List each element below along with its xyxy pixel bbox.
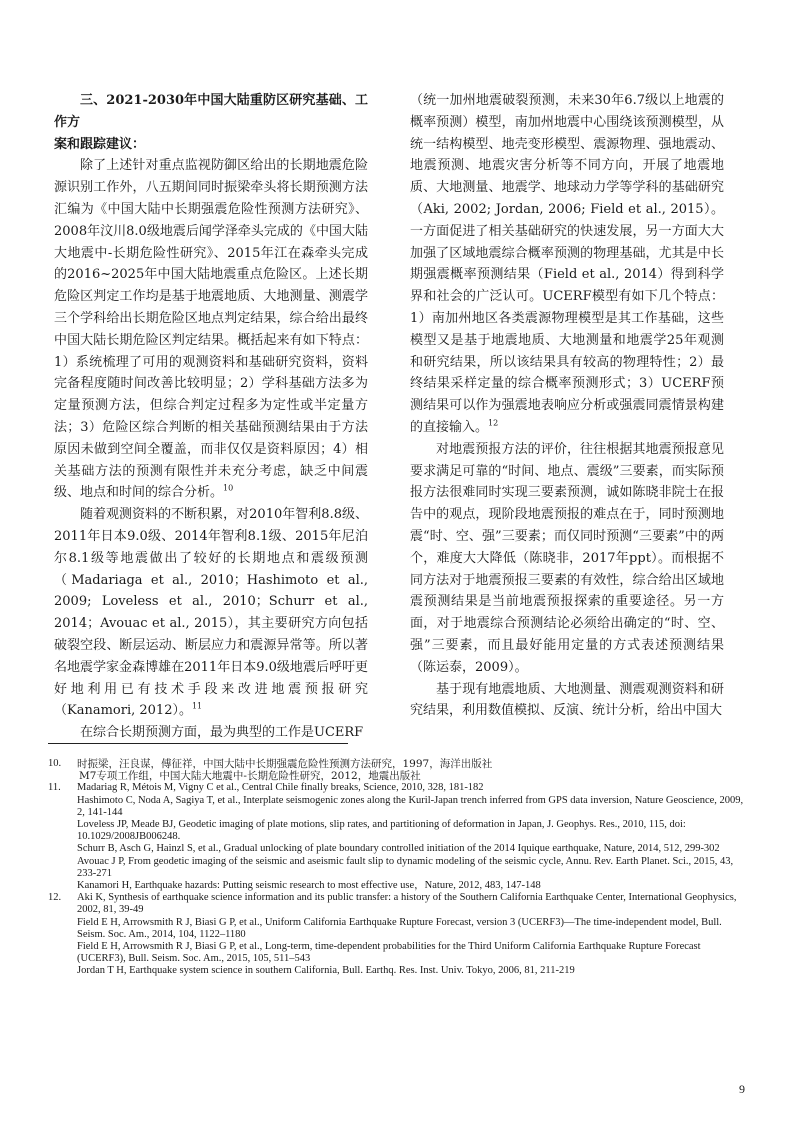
footnote-entry: Kanamori H, Earthquake hazards: Putting seismic research to most effective use，Nature, 2012, 483, 147-148	[77, 880, 541, 892]
footnote-entry: Schurr B, Asch G, Hainzl S, et al., Gradual unlocking of plate boundary controlled initiation of the 2014 Iquique earthquake, Nature, 2014, 512, 299-302	[77, 843, 720, 855]
paragraph-text: 对地震预报方法的评价，往往根据其地震预报意见要求满足可靠的“时间、地点、震级”三要素，而实际预报方法很难同时实现三要素预测，诚如陈晓非院士在报告中的观点，现阶段地震预报的难点在于，同时预测地震“时、空、强”三要素；而仅同时预测“三要素”中的两个，难度大大降低（陈晓非，2017年ppt）。而根据不同方法对于地震预报三要素的有效性，综合给出区域地震预测结果是当前地震预报探索的重要途径。另一方面，对于地震综合预测结论必须给出确定的“时、空、强”三要素，而且最好能用定量的方式表述预测结果（陈运泰，2009）。	[410, 441, 724, 675]
footnote-number: 12.	[48, 892, 62, 904]
footnote-entry: Field E H, Arrowsmith R J, Biasi G P, et al., Uniform California Earthquake Rupture Forecast, version 3 (UCERF3)—The time-independent model, Bull. Seism. Soc. Am., 2014, 104, 1122–1180	[77, 916, 722, 940]
section-heading-line-2: 案和跟踪建议：	[54, 136, 146, 152]
footnote-entry: M7专项工作组，中国大陆大地震中-长期危险性研究，2012，地震出版社	[79, 770, 421, 783]
footnote-entry: Loveless JP, Meade BJ, Geodetic imaging of plate motions, slip rates, and partitioning of deformation in Japan, J. Geophys. Res., 2010, 115, doi: 10.1029/2008JB006248.	[77, 819, 686, 843]
paragraph	[410, 679, 724, 723]
page-number: 9	[739, 1082, 745, 1096]
footnote-entry: Avouac J P, From geodetic imaging of the seismic and aseismic fault slip to dynamic modeling of the seismic cycle, Annu. Rev. Earth Planet. Sci., 2015, 43, 233-271	[77, 855, 734, 879]
paragraph	[54, 722, 368, 744]
footnote-divider	[48, 743, 348, 744]
footnote-entry: Jordan T H, Earthquake system science in southern California, Bull. Earthq. Res. Inst. Univ. Tokyo, 2006, 81, 211-219	[77, 965, 575, 977]
footnote-number: 11.	[48, 782, 61, 794]
footnote-10	[48, 758, 748, 782]
footnote-ref[interactable]: 11	[191, 701, 203, 711]
footnote-entry: 时振梁，汪良谋，傅征祥，中国大陆中长期强震危险性预测方法研究，1997，海洋出版社	[77, 758, 493, 770]
footnote-ref[interactable]: 12	[488, 418, 499, 428]
paragraph	[410, 439, 724, 679]
paragraph-text: 除了上述针对重点监视防御区给出的长期地震危险源识别工作外，八五期间同时振梁牵头将长期预测方法汇编为《中国大陆中长期强震危险性预测方法研究》、2008年汶川8.0级地震后闻学泽牵头完成的《中国大陆大地震中-长期危险性研究》、2015年江在森牵头完成的2016~2025年中国大陆地震重点危险区。上述长期危险区判定工作均是基于地震地质、大地测量、测震学三个学科给出长期危险区地点判定结果，综合给出最终中国大陆长期危险区判定结果。概括起来有如下特点：1）系统梳理了可用的观测资料和基础研究资料，资料完备程度随时间改善比较明显；2）学科基础方法多为定量预测方法，但综合判定过程多为定性或半定量方法；3）危险区综合判断的相关基础预测结果由于方法原因未做到空间全覆盖，而非仅仅是资料原因；4）相关基础方法的预测有限性并未充分考虑，缺乏中间震级、地点和时间的综合分析。	[54, 158, 368, 501]
footnote-entry: Field E H, Arrowsmith R J, Biasi G P, et al., Long-term, time-dependent probabilities for the Third Uniform California Earthquake Rupture Forecast (UCERF3), Bull. Seism. Soc. Am., 2015, 105, 511–543	[77, 941, 701, 965]
footnote-body	[77, 758, 748, 782]
footnote-12	[48, 892, 748, 977]
paragraph-text: 基于现有地震地质、大地测量、测震观测资料和研究结果，利用数值模拟、反演、统计分析，给出中国大	[410, 681, 724, 719]
paragraph	[54, 504, 368, 722]
paragraph	[410, 90, 724, 439]
footnote-entry: Madariag R, Métois M, Vigny C et al., Central Chile finally breaks, Science, 2010, 328, 181-182	[77, 782, 484, 794]
footnotes	[48, 758, 748, 978]
left-column	[54, 90, 368, 744]
footnote-11	[48, 782, 748, 892]
paragraph-text: 随着观测资料的不断积累，对2010年智利8.8级、2011年日本9.0级、2014年智利8.1级、2015年尼泊尔8.1级等地震做出了较好的长期地点和震级预测（Madariaga et al., 2010；Hashimoto et al., 2009; Loveless et al., 2010；Schurr et al., 2014；Avouac et al., 2015），其主要研究方向包括破裂空段、断层运动、断层应力和震源异常等。所以著名地震学家金森博雄在2011年日本9.0级地震后呼吁更好地利用已有技术手段来改进地震预报研究（Kanamori, 2012）。	[54, 507, 368, 719]
section-heading	[54, 90, 368, 155]
paragraph-text: 在综合长期预测方面，最为典型的工作是UCERF	[80, 725, 364, 741]
footnote-entry: Aki K, Synthesis of earthquake science information and its public transfer: a history of the Southern California Earthquake Center, International Geophysics, 2002, 81, 39-49	[77, 892, 737, 916]
footnote-number: 10.	[48, 758, 62, 769]
paragraph	[54, 155, 368, 504]
right-column	[410, 90, 724, 722]
section-heading-line-1: 三、2021-2030年中国大陆重防区研究基础、工作方	[54, 93, 368, 130]
paragraph-text: （统一加州地震破裂预测，未来30年6.7级以上地震的概率预测）模型，南加州地震中心围绕该预测模型，从统一结构模型、地壳变形模型、震源物理、强地震动、地震预测、地震灾害分析等不同方向，开展了地震地质、大地测量、地震学、地球动力学等学科的基础研究（Aki, 2002; Jordan, 2006; Field et al., 2015）。一方面促进了相关基础研究的快速发展，另一方面大大加强了区域地震综合概率预测的物理基础，尤其是中长期强震概率预测结果（Field et al., 2014）得到科学界和社会的广泛认可。UCERF模型有如下几个特点：1）南加州地区各类震源物理模型是其工作基础，这些模型又是基于地震地质、大地测量和地震学25年观测和研究结果，所以该结果具有较高的物理特性；2）最终结果采样定量的综合概率预测形式；3）UCERF预测结果可以作为强震地表响应分析或强震同震情景构建的直接输入。	[410, 93, 724, 435]
footnote-ref[interactable]: 10	[223, 484, 234, 494]
footnote-entry: Hashimoto C, Noda A, Sagiya T, et al., Interplate seismogenic zones along the Kuril-Japan trench inferred from GPS data inversion, Nature Geoscience, 2009, 2, 141-144	[77, 794, 744, 818]
footnote-body	[77, 892, 748, 977]
footnote-body	[77, 782, 748, 892]
